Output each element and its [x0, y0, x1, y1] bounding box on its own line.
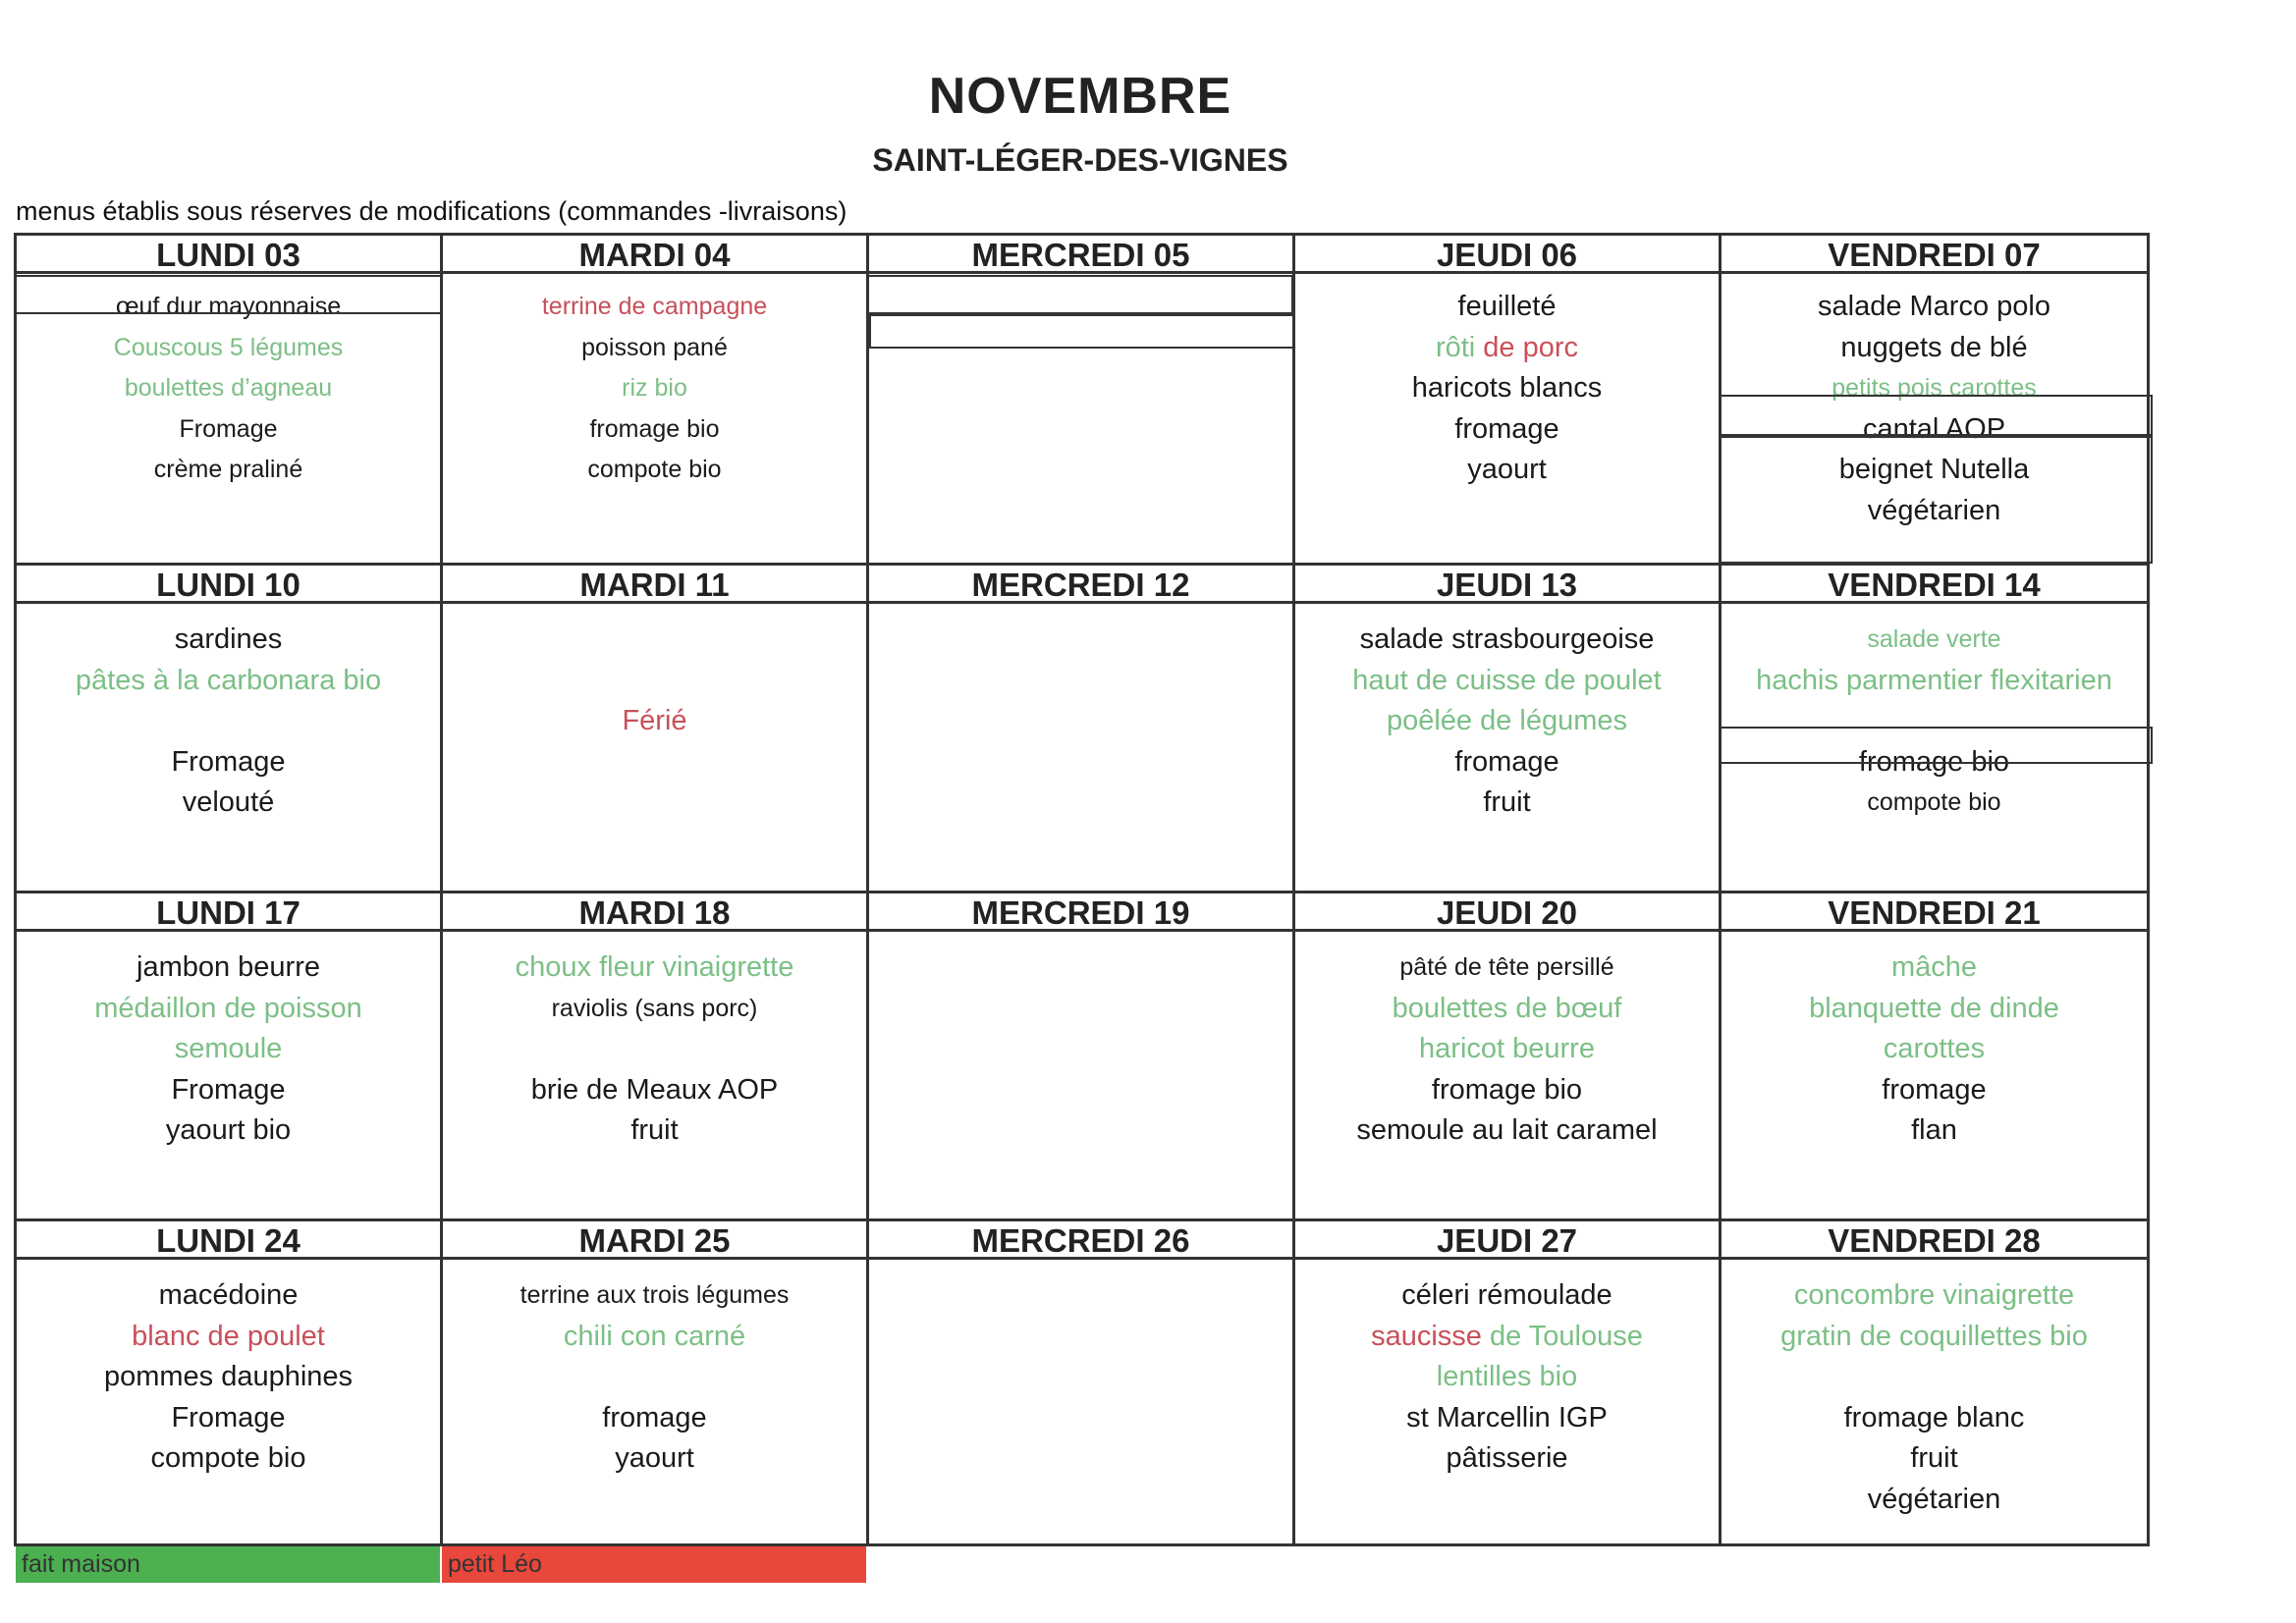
menu-item: médaillon de poisson — [94, 992, 362, 1024]
menu-item: céleri rémoulade — [1401, 1279, 1613, 1311]
menu-item: yaourt — [615, 1442, 694, 1474]
menu-item: raviolis (sans porc) — [551, 994, 758, 1022]
menu-item: carottes — [1883, 1033, 1986, 1064]
menu-item: Fromage — [171, 745, 286, 778]
menu-item: macédoine — [158, 1279, 299, 1311]
day-cell — [869, 891, 1292, 1218]
menu-item: salade strasbourgeoise — [1359, 623, 1655, 655]
page-title: NOVEMBRE — [928, 68, 1232, 125]
day-header: LUNDI 24 — [17, 1218, 440, 1260]
day-header: MARDI 04 — [443, 233, 866, 274]
menu-item: nuggets de blé — [1840, 331, 2028, 363]
menu-item: végétarien — [1867, 494, 2001, 526]
menu-items — [17, 287, 440, 491]
day-header: MERCREDI 19 — [869, 891, 1292, 932]
menu-item: fruit — [1910, 1442, 1958, 1474]
menu-item: pommes dauphines — [103, 1361, 354, 1392]
day-column — [869, 236, 1295, 1543]
menu-item: œuf dur mayonnaise — [115, 293, 342, 320]
menu-items — [443, 947, 866, 1152]
day-header: MARDI 11 — [443, 563, 866, 604]
day-column — [443, 236, 869, 1543]
day-cell — [443, 236, 866, 563]
day-cell — [17, 1218, 440, 1546]
menu-item: poisson pané — [581, 333, 728, 361]
day-column — [1295, 236, 1722, 1543]
inner-box-row — [1720, 727, 2153, 764]
menu-item: yaourt bio — [165, 1114, 292, 1146]
menu-item: choux fleur vinaigrette — [515, 951, 794, 983]
menu-item: Couscous 5 légumes — [113, 333, 344, 361]
menu-item: pâtes à la carbonara bio — [75, 664, 382, 696]
menu-item: terrine de campagne — [541, 293, 768, 320]
menu-item: saucisse de Toulouse — [1371, 1320, 1643, 1352]
day-header: JEUDI 13 — [1295, 563, 1719, 604]
menu-item: brie de Meaux AOP — [530, 1073, 779, 1106]
menu-item: fromage bio — [589, 414, 720, 443]
menu-items — [17, 620, 440, 824]
menu-item: boulettes de bœuf — [1392, 992, 1622, 1024]
day-cell — [1722, 891, 2147, 1218]
day-cell — [443, 1218, 866, 1546]
empty-box — [867, 275, 1293, 314]
menu-item: fruit — [630, 1114, 679, 1146]
empty-box — [869, 314, 1295, 349]
menu-item: chili con carné — [563, 1320, 746, 1352]
inner-box-row — [1720, 395, 2153, 436]
day-cell — [869, 1218, 1292, 1546]
day-cell — [443, 563, 866, 891]
menu-item: fromage blanc — [1843, 1401, 2025, 1434]
menu-item: pâté de tête persillé — [1399, 953, 1614, 981]
menu-items — [1295, 287, 1719, 491]
menu-item — [443, 620, 866, 661]
menu-item — [443, 1357, 866, 1398]
day-cell — [17, 891, 440, 1218]
menu-item: flan — [1911, 1114, 1957, 1146]
menu-item: végétarien — [1867, 1483, 2001, 1515]
page-subtitle: SAINT-LÉGER-DES-VIGNES — [872, 142, 1288, 178]
menu-item: blanquette de dinde — [1809, 992, 2059, 1024]
menu-items — [1722, 947, 2147, 1152]
day-header: JEUDI 27 — [1295, 1218, 1719, 1260]
menu-item: mâche — [1890, 951, 1978, 983]
menu-item: petits pois carottes — [1831, 374, 2037, 402]
menu-item: Férié — [622, 705, 687, 736]
day-header: JEUDI 06 — [1295, 233, 1719, 274]
day-header: VENDREDI 14 — [1722, 563, 2147, 604]
menu-items — [17, 947, 440, 1152]
menu-item: fromage bio — [1431, 1073, 1583, 1106]
menu-item: fromage — [1882, 1073, 1987, 1106]
menu-item: fromage — [602, 1401, 707, 1434]
menu-items — [1722, 620, 2147, 824]
menu-item: fromage — [1454, 412, 1559, 445]
menu-item — [17, 701, 440, 742]
empty-box — [15, 275, 443, 314]
menu-item: compote bio — [150, 1442, 306, 1474]
menu-item: compote bio — [587, 456, 722, 483]
menu-item: semoule au lait caramel — [1356, 1114, 1658, 1146]
menu-item — [443, 661, 866, 702]
day-header: MERCREDI 12 — [869, 563, 1292, 604]
menu-item: Fromage — [171, 1073, 286, 1106]
day-header: LUNDI 10 — [17, 563, 440, 604]
day-header: MARDI 25 — [443, 1218, 866, 1260]
day-header: MERCREDI 05 — [869, 233, 1292, 274]
disclaimer-note: menus établis sous réserves de modifications (commandes -livraisons) — [16, 196, 847, 226]
day-cell — [1295, 563, 1719, 891]
menu-item: terrine aux trois légumes — [519, 1281, 790, 1309]
menu-item: st Marcellin IGP — [1406, 1401, 1608, 1434]
day-cell — [1295, 236, 1719, 563]
menu-items — [17, 1275, 440, 1480]
day-cell — [1295, 1218, 1719, 1546]
menu-item — [1722, 1357, 2147, 1398]
day-cell — [443, 891, 866, 1218]
day-header: MERCREDI 26 — [869, 1218, 1292, 1260]
legend-petit-leo-label: petit Léo — [448, 1550, 542, 1578]
menu-item: Fromage — [179, 414, 278, 443]
menu-items — [1295, 620, 1719, 824]
day-cell — [17, 563, 440, 891]
day-cell — [869, 563, 1292, 891]
day-header: MARDI 18 — [443, 891, 866, 932]
menu-item: salade Marco polo — [1818, 291, 2050, 322]
day-header: VENDREDI 21 — [1722, 891, 2147, 932]
menu-item: beignet Nutella — [1838, 454, 2030, 485]
menu-item: crème praliné — [153, 456, 303, 483]
menu-item: sardines — [174, 623, 283, 655]
menu-item: compote bio — [1867, 788, 2001, 816]
menu-item: blanc de poulet — [132, 1320, 325, 1352]
day-column — [17, 236, 443, 1543]
menu-item: concombre vinaigrette — [1793, 1279, 2075, 1311]
menu-items — [443, 1275, 866, 1480]
menu-item: haricots blancs — [1411, 372, 1603, 404]
menu-item: yaourt — [1467, 454, 1547, 485]
menu-item: velouté — [182, 786, 275, 818]
menu-items — [443, 620, 866, 742]
menu-item: jambon beurre — [137, 951, 320, 983]
menu-item: pâtisserie — [1446, 1442, 1568, 1474]
menu-item: boulettes d’agneau — [124, 374, 333, 402]
menu-item: riz bio — [622, 374, 687, 402]
menu-item: gratin de coquillettes bio — [1780, 1320, 2088, 1352]
menu-item: semoule — [174, 1033, 283, 1064]
menu-grid — [14, 233, 2150, 1546]
menu-item: poêlée de légumes — [1386, 705, 1628, 736]
menu-item: salade verte — [1867, 625, 2001, 653]
menu-item: fromage bio — [1858, 745, 2010, 778]
menu-item: hachis parmentier flexitarien — [1756, 664, 2112, 696]
day-cell — [1295, 891, 1719, 1218]
day-header: JEUDI 20 — [1295, 891, 1719, 932]
legend-fait-maison — [16, 1546, 440, 1583]
menu-item: Fromage — [171, 1401, 286, 1434]
day-header: LUNDI 03 — [17, 233, 440, 274]
menu-items — [443, 287, 866, 491]
day-header: VENDREDI 07 — [1722, 233, 2147, 274]
legend-fait-maison-label: fait maison — [22, 1550, 140, 1578]
menu-items — [1295, 947, 1719, 1152]
menu-item: fromage — [1454, 745, 1559, 778]
legend-petit-leo — [442, 1546, 866, 1583]
day-cell — [1722, 1218, 2147, 1546]
day-header: VENDREDI 28 — [1722, 1218, 2147, 1260]
inner-box-row — [1720, 436, 2153, 564]
menu-items — [1295, 1275, 1719, 1480]
menu-item: feuilleté — [1457, 291, 1557, 322]
day-header: LUNDI 17 — [17, 891, 440, 932]
menu-item: haut de cuisse de poulet — [1352, 664, 1662, 696]
menu-item — [443, 1029, 866, 1070]
menu-item: rôti de porc — [1435, 331, 1579, 363]
menu-items — [1722, 1275, 2147, 1520]
menu-item: cantal AOP — [1862, 412, 2006, 445]
menu-item: fruit — [1483, 786, 1531, 818]
menu-item: haricot beurre — [1419, 1033, 1595, 1064]
menu-item: lentilles bio — [1436, 1361, 1578, 1392]
